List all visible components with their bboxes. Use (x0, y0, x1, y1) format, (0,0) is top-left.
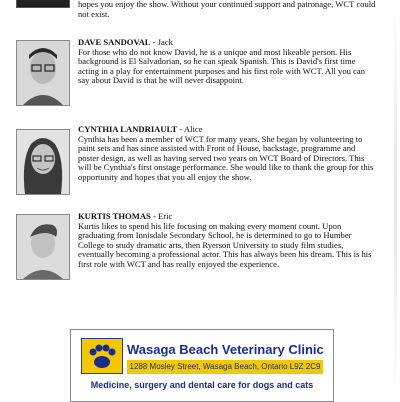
paw-print-icon (81, 338, 123, 374)
page-edge (394, 0, 397, 400)
character-role: - Eric (150, 211, 173, 221)
previous-bio-text: hopes you enjoy the show. Without your continued support and patronage, WCT could not exist. (78, 0, 376, 19)
portrait-young-man-icon (17, 215, 69, 279)
clinic-tagline: Medicine, surgery and dental care for dogs and cats (90, 380, 314, 390)
clinic-address: 1288 Mosley Street, Wasaga Beach, Ontario L9Z 2C9 (127, 360, 323, 374)
bio-text-block (78, 212, 378, 270)
previous-headshot-photo (16, 0, 70, 8)
bio-paragraph: Cynthia has been a member of WCT for many years. She began by volunteering to paint sets and has since assisted with Front of House, backstage, programme and poster design, as well as having served two years on WCT Board of Directors. This will be Cynthia's first onstage performance. She would like to thank the group for this opportunity and hopes that you all enjoy the show. (78, 133, 374, 182)
headshot-kurtis-thomas (16, 214, 70, 280)
previous-bio-fragment (0, 0, 400, 34)
bio-paragraph: Kurtis likes to spend his life focusing on making every moment count. Upon graduating from Innisdale Secondary School, he is determined to go to Humber College to study dramatic arts, then Ryerson University to study film studies, eventually becoming a professional actor. This has always been his dream. This is his first role with WCT and has really enjoyed the experience. (78, 220, 372, 269)
cast-name: CYNTHIA LANDRIAULT (78, 124, 178, 134)
cast-name: DAVE SANDOVAL (78, 37, 151, 47)
bio-text-block (78, 125, 378, 183)
portrait-woman-glasses-icon (17, 130, 69, 194)
character-role: - Alice (177, 124, 203, 134)
bio-paragraph: For those who do not know David, he is a unique and most likeable person. His background is El Salvadorian, so he can speak Spanish. This is David's first time acting in a play for entertainment purposes and his first role with WCT. All you can say about David is that he will never disappoint. (78, 46, 366, 86)
headshot-dave-sandoval (16, 40, 70, 106)
character-role: - Jack (150, 37, 173, 47)
cast-name: KURTIS THOMAS (78, 211, 151, 221)
sponsor-advertisement (70, 329, 334, 402)
portrait-man-glasses-icon (17, 41, 69, 105)
clinic-name: Wasaga Beach Veterinary Clinic (127, 342, 324, 357)
bio-text-block (78, 38, 378, 86)
headshot-cynthia-landriault (16, 129, 70, 195)
